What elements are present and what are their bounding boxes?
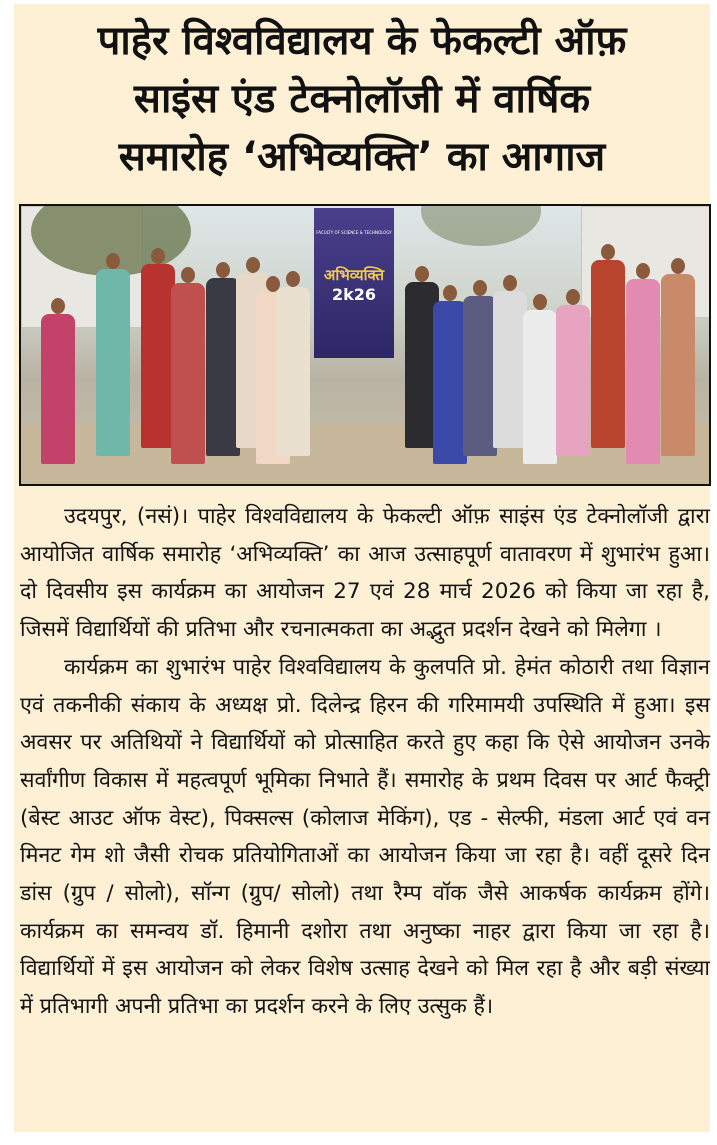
person-head <box>566 289 580 305</box>
person-head <box>51 298 65 314</box>
banner-title: अभिव्यक्ति <box>323 266 385 284</box>
person <box>463 296 497 456</box>
banner-year: 2k26 <box>331 285 377 304</box>
headline-line: साइंस एंड टेक्नोलॉजी में वार्षिक <box>133 76 591 122</box>
headline <box>14 12 710 186</box>
person <box>493 291 527 448</box>
person <box>626 279 660 464</box>
person-head <box>671 258 685 274</box>
person-head <box>503 275 517 291</box>
article-paragraph: कार्यक्रम का शुभारंभ पाहेर विश्वविद्यालय के कुलपति प्रो. हेमंत कोठारी तथा विज्ञान एवं तकनीकी संकाय के अध्यक्ष प्रो. दिलेन्द्र हिरन की गरिमामयी उपस्थिति में हुआ। इस अवसर पर अतिथियों ने विद्यार्थियों को प्रोत्साहित करते हुए कहा कि ऐसे आयोजन उनके सर्वांगीण विकास में महत्वपूर्ण भूमिका निभाते हैं। समारोह के प्रथम दिवस पर आर्ट फैक्ट्री (बेस्ट आउट ऑफ वेस्ट), पिक्सल्स (कोलाज मेकिंग), एड - सेल्फी, मंडला आर्ट एवं वन मिनट गेम शो जैसी रोचक प्रतियोगिताओं का आयोजन किया जा रहा है। वहीं दूसरे दिन डांस (ग्रुप / सोलो), सॉन्ग (ग्रुप/ सोलो) तथा रैम्प वॉक जैसे आकर्षक कार्यक्रम होंगे। कार्यक्रम का समन्वय डॉ. हिमानी दशोरा तथा अनुष्का नाहर द्वारा किया जा रहा है। विद्यार्थियों में इस आयोजन को लेकर विशेष उत्साह देखने को मिल रहा है और बड़ी संख्या में प्रतिभागी अपनी प्रतिभा का प्रदर्शन करने के लिए उत्सुक हैं। <box>20 654 710 1020</box>
person-head <box>181 267 195 283</box>
person <box>523 310 557 464</box>
headline-line: समारोह ‘अभिव्यक्ति’ का आगाज <box>118 134 606 180</box>
person-head <box>601 244 615 260</box>
person <box>171 283 205 464</box>
headline-line: पाहेर विश्वविद्यालय के फेकल्टी ऑफ़ <box>97 18 627 64</box>
person-head <box>443 285 457 301</box>
person-head <box>286 271 300 287</box>
person <box>41 314 75 464</box>
person <box>141 264 175 448</box>
person-head <box>106 253 120 269</box>
person-head <box>533 294 547 310</box>
person-head <box>473 280 487 296</box>
article-body <box>20 498 710 1026</box>
person <box>591 260 625 448</box>
banner-faculty: FACULTY OF SCIENCE & TECHNOLOGY <box>316 230 392 235</box>
person-head <box>216 262 230 278</box>
article-paragraph: उदयपुर, (नसं)। पाहेर विश्वविद्यालय के फेकल्टी ऑफ़ साइंस एंड टेक्नोलॉजी द्वारा आयोजित वार्षिक समारोह ‘अभिव्यक्ति’ का आज उत्साहपूर्ण वातावरण में शुभारंभ हुआ। दो दिवसीय इस कार्यक्रम का आयोजन 27 एवं 28 मार्च 2026 को किया जा रहा है, जिसमें विद्यार्थियों की प्रतिभा और रचनात्मकता का अद्भुत प्रदर्शन देखने को मिलेगा । <box>20 504 710 643</box>
tree <box>421 204 541 246</box>
event-banner <box>314 208 394 358</box>
person-head <box>415 266 429 282</box>
person <box>556 305 590 456</box>
person <box>433 301 467 464</box>
person-head <box>636 263 650 279</box>
person <box>276 287 310 456</box>
person <box>96 269 130 456</box>
person-head <box>246 257 260 273</box>
person <box>661 274 695 456</box>
person-head <box>151 248 165 264</box>
person <box>206 278 240 456</box>
group-photo <box>19 204 711 486</box>
